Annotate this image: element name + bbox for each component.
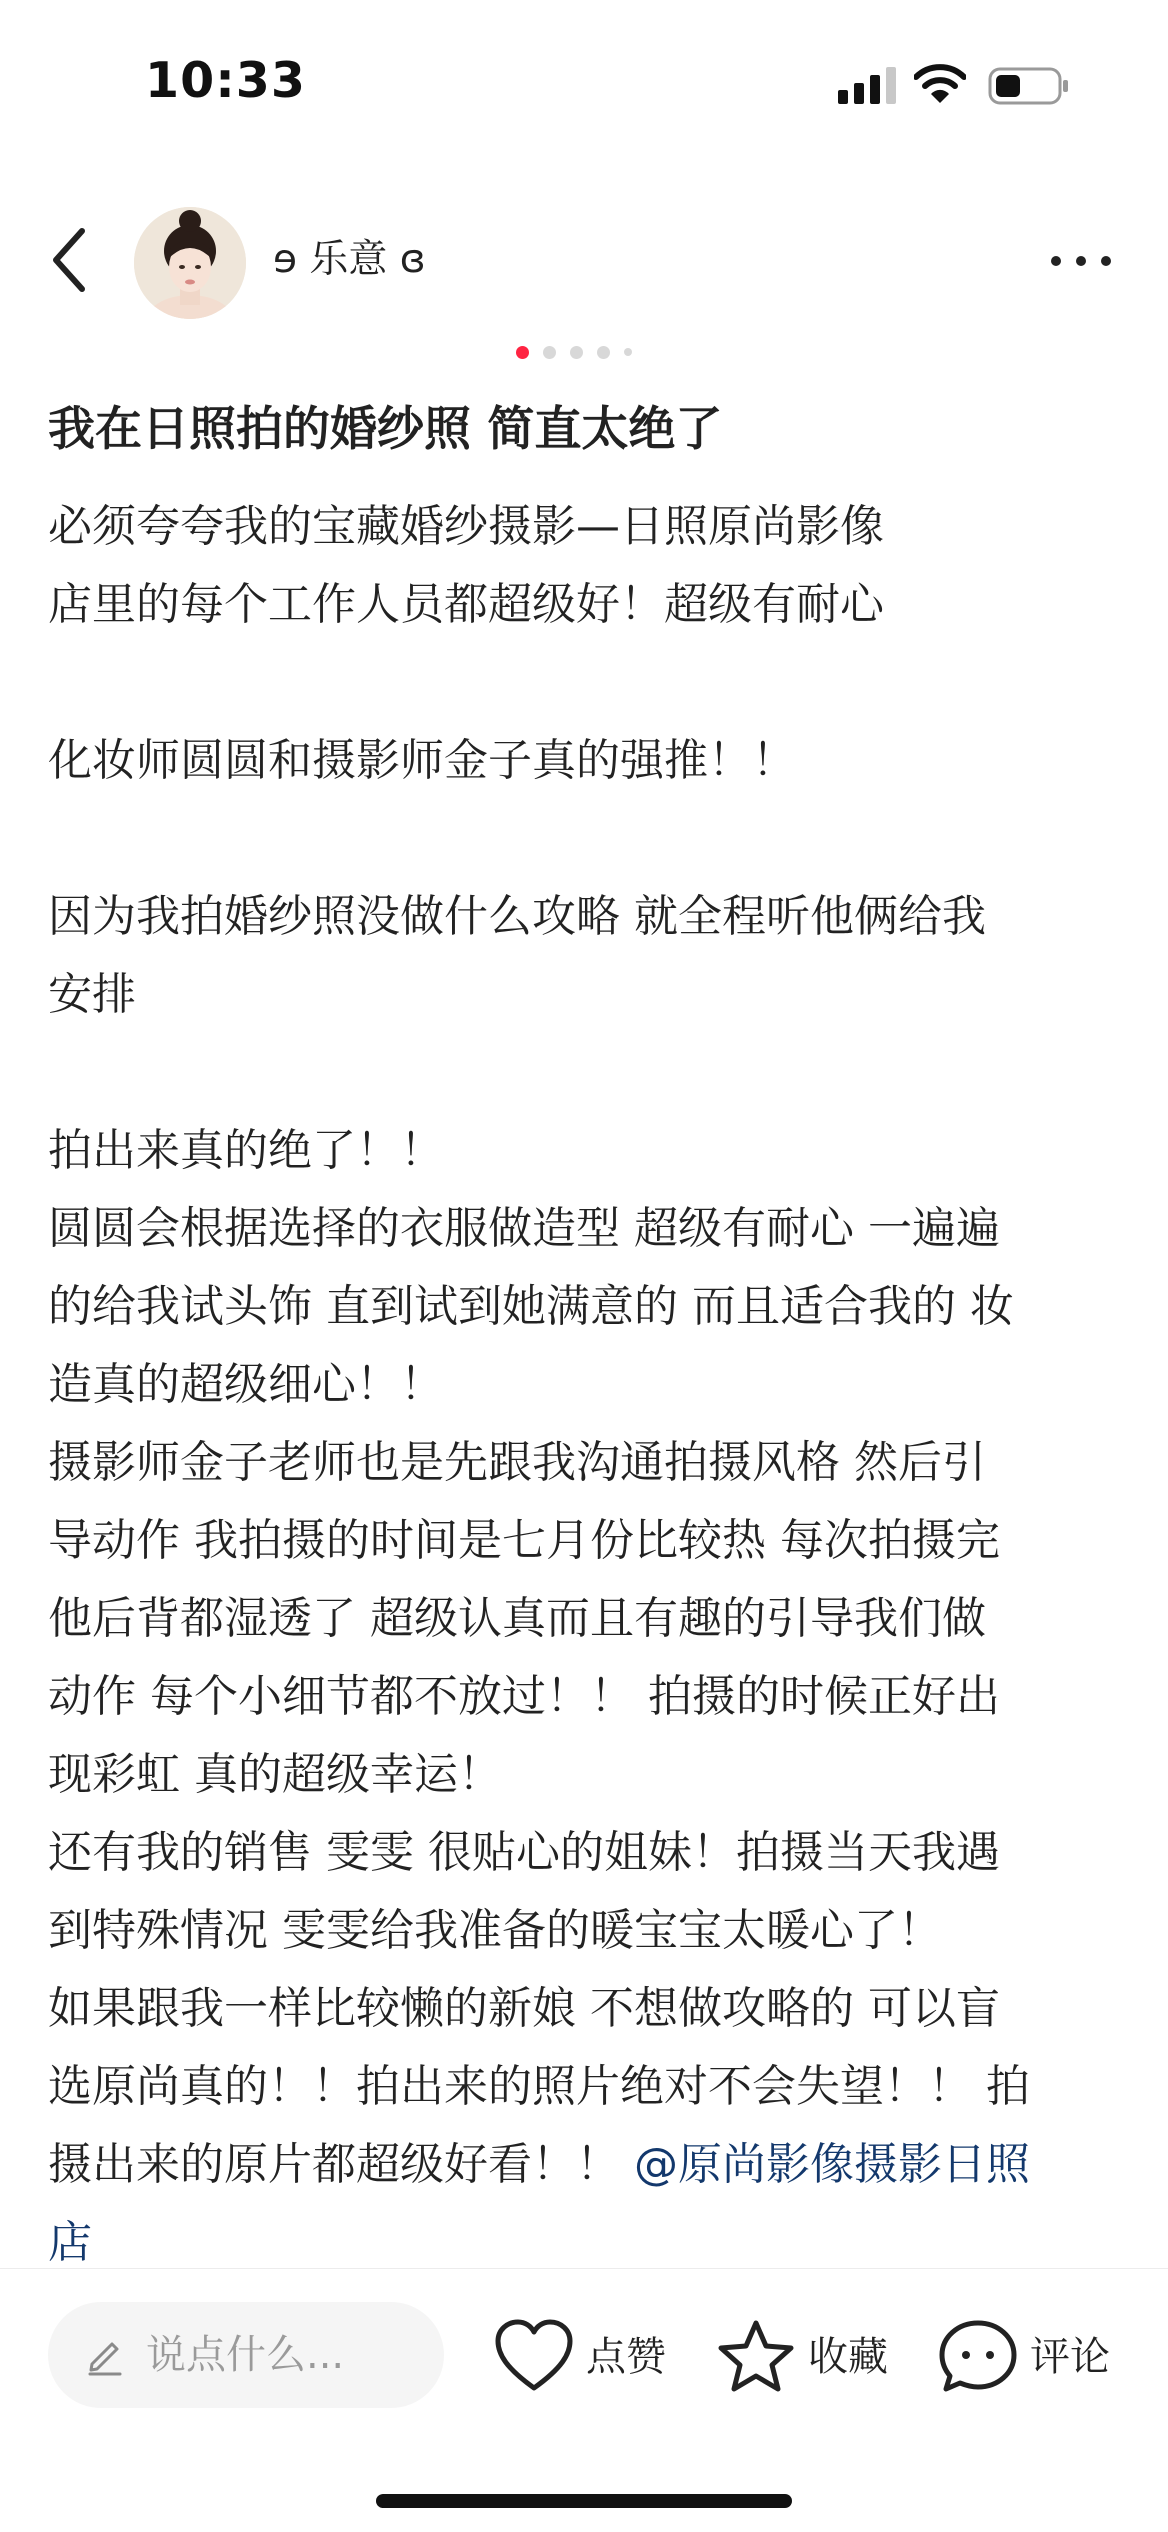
avatar-image [134, 207, 246, 319]
battery-icon [988, 66, 1070, 106]
mention-link[interactable]: @原尚影像摄影日照 [634, 2139, 1030, 2190]
bottom-divider [0, 2268, 1168, 2269]
home-indicator[interactable] [376, 2494, 792, 2508]
back-icon[interactable] [46, 225, 96, 295]
body-line [48, 2126, 1138, 2204]
carousel-dot [543, 346, 556, 359]
like-label: 点赞 [586, 2334, 666, 2380]
star-icon [716, 2318, 796, 2394]
body-line: 拍出来真的绝了！！ [48, 1125, 444, 1176]
body-line: 到特殊情况 雯雯给我准备的暖宝宝太暖心了！ [48, 1905, 942, 1956]
collect-label: 收藏 [808, 2334, 888, 2380]
body-line: 圆圆会根据选择的衣服做造型 超级有耐心 一遍遍 [48, 1203, 1000, 1254]
post-title: 我在日照拍的婚纱照 简直太绝了 [48, 402, 723, 457]
body-line [48, 2204, 1138, 2282]
body-line: 造真的超级细心！！ [48, 1359, 444, 1410]
body-line: 动作 每个小细节都不放过！！ 拍摄的时候正好出 [48, 1671, 1000, 1722]
carousel-indicator [516, 344, 632, 360]
body-line: 如果跟我一样比较懒的新娘 不想做攻略的 可以盲 [48, 1983, 1000, 2034]
comment-placeholder: 说点什么... [146, 2332, 345, 2378]
status-bar [0, 0, 1168, 170]
carousel-dot [624, 348, 632, 356]
body-line: 店里的每个工作人员都超级好！超级有耐心 [48, 579, 884, 630]
body-blank-line [48, 800, 1138, 878]
body-line: 还有我的销售 雯雯 很贴心的姐妹！拍摄当天我遇 [48, 1827, 1000, 1878]
like-button[interactable] [494, 2318, 674, 2394]
carousel-dot [570, 346, 583, 359]
mention-link-continued[interactable]: 店 [48, 2217, 92, 2268]
body-text: 摄出来的原片都超级好看！！ [48, 2139, 620, 2190]
author-name[interactable]: ɘ 乐意 ɞ [273, 237, 426, 282]
body-line: 现彩虹 真的超级幸运！ [48, 1749, 502, 1800]
body-blank-line [48, 644, 1138, 722]
wifi-icon [914, 64, 966, 104]
body-line: 因为我拍婚纱照没做什么攻略 就全程听他俩给我 [48, 891, 986, 942]
chat-bubble-icon [938, 2318, 1018, 2394]
signal-icon [838, 66, 898, 104]
body-blank-line [48, 1034, 1138, 1112]
carousel-dot [516, 346, 529, 359]
collect-button[interactable] [716, 2318, 896, 2394]
avatar[interactable] [134, 207, 246, 319]
comment-input[interactable] [48, 2302, 444, 2408]
pencil-icon [84, 2334, 126, 2376]
post-body [48, 488, 1138, 2282]
post-header [0, 195, 1168, 325]
comment-label: 评论 [1030, 2334, 1110, 2380]
heart-icon [494, 2318, 574, 2394]
body-line: 他后背都湿透了 超级认真而且有趣的引导我们做 [48, 1593, 986, 1644]
body-line: 必须夸夸我的宝藏婚纱摄影—日照原尚影像 [48, 501, 884, 552]
body-line: 导动作 我拍摄的时间是七月份比较热 每次拍摄完 [48, 1515, 1000, 1566]
body-line: 安排 [48, 969, 136, 1020]
body-line: 的给我试头饰 直到试到她满意的 而且适合我的 妆 [48, 1281, 1014, 1332]
body-line: 摄影师金子老师也是先跟我沟通拍摄风格 然后引 [48, 1437, 986, 1488]
comment-button[interactable] [938, 2318, 1118, 2394]
body-line: 化妆师圆圆和摄影师金子真的强推！！ [48, 735, 796, 786]
body-line: 选原尚真的！！拍出来的照片绝对不会失望！！ 拍 [48, 2061, 1030, 2112]
status-time: 10:33 [145, 52, 306, 109]
more-horizontal-icon[interactable] [1048, 251, 1114, 271]
carousel-dot [597, 346, 610, 359]
